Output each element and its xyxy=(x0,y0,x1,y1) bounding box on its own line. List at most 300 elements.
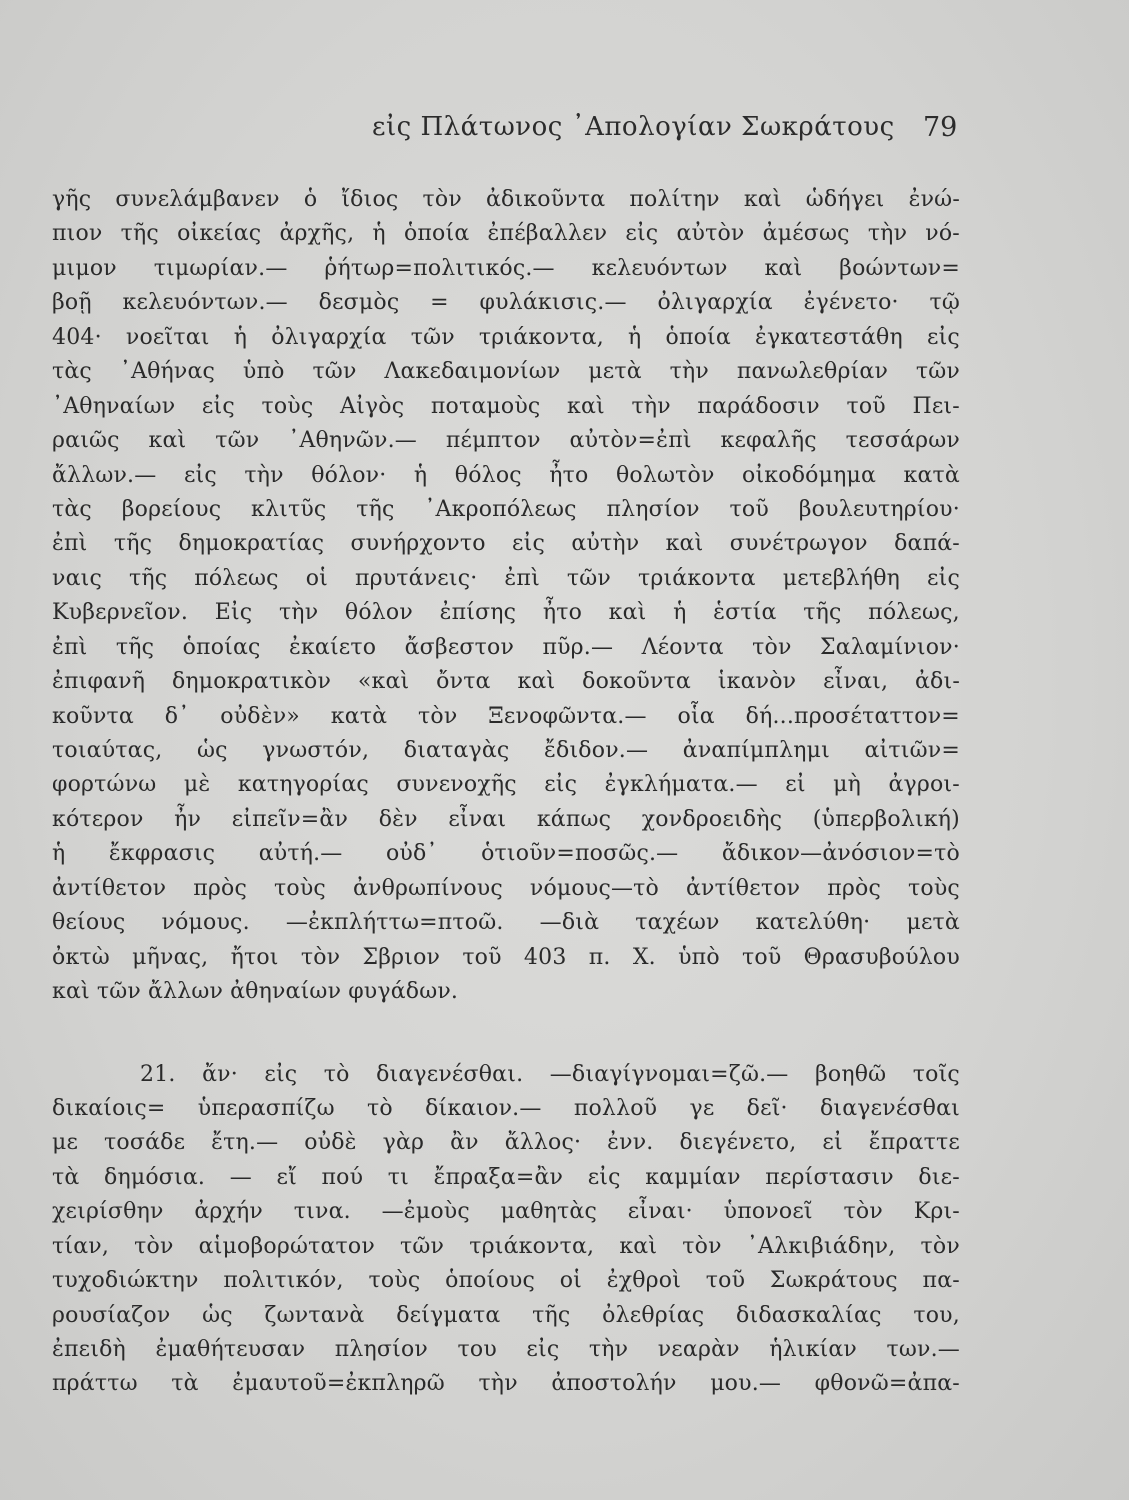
text-line xyxy=(52,527,960,561)
word: βοῇ xyxy=(52,290,92,316)
text-line xyxy=(52,355,960,389)
word: καμμίαν xyxy=(645,1164,741,1190)
word: ἦν xyxy=(174,806,202,832)
word: δείγματα xyxy=(396,1302,501,1328)
text-line xyxy=(52,217,960,251)
word: —ἐμοὺς xyxy=(381,1199,470,1225)
word: πόλεως xyxy=(194,565,279,591)
word: νό- xyxy=(925,221,960,247)
word: τὸν xyxy=(920,1233,960,1259)
word: πανωλεθρίαν xyxy=(736,359,889,385)
word: ὁποίας xyxy=(182,634,261,660)
word: εἰς xyxy=(927,565,960,591)
word: Θρασυβούλου xyxy=(803,944,960,970)
text-line xyxy=(52,906,960,940)
word: ἀναπίμπλημι xyxy=(682,738,830,763)
word: θόλον· xyxy=(311,462,387,488)
word: διεγένετο, xyxy=(679,1130,797,1156)
word: οὐδ᾿ xyxy=(385,841,438,867)
word: ἐπειδὴ xyxy=(52,1337,126,1362)
word: ἀδικοῦντα xyxy=(485,187,606,212)
word: οἱ xyxy=(559,1268,582,1294)
word: διαταγὰς xyxy=(403,738,510,763)
word: αἰτιῶν= xyxy=(864,738,960,763)
word: γὰρ xyxy=(382,1130,425,1156)
word: τὸν xyxy=(752,634,792,660)
word: βορείους xyxy=(121,496,222,522)
word: ἐνν. xyxy=(607,1130,654,1156)
word: τῆς xyxy=(115,634,155,660)
word: οἱ xyxy=(305,565,328,591)
word: δημοκρατίας xyxy=(178,531,325,557)
word: τοσάδε xyxy=(104,1130,186,1156)
word: —διαγίγνομαι=ζῶ.— xyxy=(549,1061,789,1087)
word: τὴν xyxy=(278,600,319,626)
word: τοῦ xyxy=(742,944,782,970)
text-line xyxy=(52,1264,960,1298)
word: καὶ xyxy=(619,1233,658,1259)
word: πράττω xyxy=(52,1371,138,1397)
word: ἄδικον—ἀνόσιον=τὸ xyxy=(721,841,960,867)
word: τὸ xyxy=(323,1061,350,1087)
word: τῆς xyxy=(803,600,842,626)
word: ἐγένετο· xyxy=(803,290,899,316)
word: ἀνθρωπίνους xyxy=(352,875,503,901)
word: διαγενέσθαι. xyxy=(376,1061,524,1087)
word: δοκοῦντα xyxy=(582,669,691,695)
text-line xyxy=(52,390,960,424)
word: νόμους—τὸ xyxy=(529,875,659,901)
word: τὸν xyxy=(300,944,341,970)
text-line xyxy=(52,459,960,493)
word: ὀλεθρίας xyxy=(602,1302,705,1328)
text-line xyxy=(52,183,960,217)
word: Ξενοφῶντα.— xyxy=(488,703,647,729)
word: ὁτιοῦν=ποσῶς.— xyxy=(481,841,679,867)
word: κοῦντα xyxy=(52,703,134,729)
word: ἀρχῆς, xyxy=(279,221,355,247)
word: ἐνώ- xyxy=(908,187,960,212)
word: εἰπεῖν=ἂν xyxy=(231,806,349,832)
word: ἐμαυτοῦ=ἐκπληρῶ xyxy=(232,1371,445,1397)
word: εἴ xyxy=(276,1164,297,1190)
word: τίαν, xyxy=(52,1233,110,1259)
word: Κυβερνεῖον. xyxy=(52,600,189,626)
word: ρουσίαζον xyxy=(52,1302,171,1328)
word: ᾿Αθηνῶν.— xyxy=(288,428,417,454)
word: καὶ xyxy=(608,600,647,626)
word: αἱμοβορώτατον xyxy=(198,1233,375,1259)
word: ῥήτωρ=πολιτικός.— xyxy=(324,255,555,281)
text-line xyxy=(52,321,960,355)
word: ἄλλος· xyxy=(504,1130,582,1156)
running-title: εἰς Πλάτωνος ᾿Απολογίαν Σωκράτους xyxy=(372,112,895,142)
word: πῦρ.— xyxy=(542,634,614,660)
word: εἰς xyxy=(201,393,235,419)
word: καὶ xyxy=(743,187,782,212)
word: μετὰ xyxy=(588,359,642,385)
word: χειρίσθην xyxy=(52,1199,164,1225)
text-line xyxy=(52,872,960,906)
word: ᾿Αθηναίων xyxy=(52,393,176,419)
word: ἡ xyxy=(413,462,428,488)
word: τοῦ xyxy=(705,1268,746,1294)
word: πολλοῦ xyxy=(573,1095,658,1121)
word: κατὰ xyxy=(330,703,388,729)
word: συνέτρωγον xyxy=(729,531,868,557)
word: κάπως xyxy=(536,806,612,832)
word: βοώντων= xyxy=(839,255,960,281)
word: ἐχθροὶ xyxy=(606,1268,682,1294)
word: ἐπίσης xyxy=(439,600,517,626)
text-line xyxy=(52,1092,960,1126)
text-line xyxy=(52,1299,960,1333)
word: εἰς xyxy=(512,531,545,557)
word: (ὑπερβολική) xyxy=(812,806,960,832)
word: τῆς xyxy=(120,221,159,247)
word: διδασκαλίας xyxy=(736,1302,882,1328)
word: καὶ xyxy=(52,979,90,1005)
word: ἡ xyxy=(52,841,66,867)
word: — xyxy=(229,1164,252,1190)
word: δίκαιον.— xyxy=(425,1095,542,1121)
commentary-text xyxy=(52,183,960,1402)
word: ἔπραξα=ἂν xyxy=(433,1164,564,1190)
word: τῶν xyxy=(566,565,611,591)
word: κατὰ xyxy=(903,462,960,488)
word: ποταμοὺς xyxy=(430,393,541,419)
word: τοὺς xyxy=(368,1268,421,1294)
word: τοῦ xyxy=(729,496,769,522)
word: αὐτὸν=ἐπὶ xyxy=(569,428,692,454)
word: βουλευτηρίου· xyxy=(798,496,960,522)
word: εἰς xyxy=(526,1337,560,1362)
word: τοῖς xyxy=(912,1061,960,1087)
paragraph-gap xyxy=(52,1010,960,1058)
word: ὀλιγαρχία xyxy=(657,290,773,316)
word: ἔτη.— xyxy=(211,1130,279,1156)
word: δ᾿ xyxy=(164,703,190,729)
word: μῆνας, xyxy=(132,944,209,970)
word: ὑπονοεῖ xyxy=(723,1199,813,1225)
word: κελευόντων.— xyxy=(122,290,288,316)
text-line xyxy=(52,1230,960,1264)
word: νεαρὰν xyxy=(657,1337,740,1362)
word: τεσσάρων xyxy=(845,428,960,454)
word: πλησίον xyxy=(606,496,700,522)
word: πρυτάνεις· xyxy=(354,565,478,591)
word: παράδοσιν xyxy=(697,393,820,419)
word: ὁ xyxy=(303,187,318,212)
word: συνήρχοντο xyxy=(350,531,486,557)
word: ὡς xyxy=(202,1302,233,1328)
text-line xyxy=(52,252,960,286)
word: ἔδιδον.— xyxy=(544,738,649,763)
word: τῶν xyxy=(96,979,141,1005)
word: ἴδιος xyxy=(341,187,399,212)
word: τὸν xyxy=(682,1233,722,1259)
word: ᾿Ακροπόλεως xyxy=(424,496,577,522)
word: τῶν xyxy=(312,359,357,385)
word: τὸν xyxy=(422,187,462,212)
word: τῆς xyxy=(113,531,153,557)
word: Σαλαμίνιον· xyxy=(819,634,960,660)
word: ἄν· xyxy=(202,1061,238,1087)
word: κατηγορίας xyxy=(237,772,369,798)
word: τὸν xyxy=(134,1233,174,1259)
word: φυγάδων. xyxy=(348,979,459,1005)
word: οἰκοδόμημα xyxy=(742,462,877,488)
word: Σβριον xyxy=(362,944,441,970)
word: ἄλλων xyxy=(148,979,224,1005)
word: 404· xyxy=(52,324,102,350)
word: ἡ xyxy=(628,324,642,350)
word: ὡς xyxy=(197,738,228,763)
word: νόμους. xyxy=(161,910,250,936)
running-header xyxy=(0,112,1129,152)
word: κλιτῦς xyxy=(251,496,327,522)
word: ἑστία xyxy=(713,600,777,626)
word: ταχέων xyxy=(635,910,720,936)
word: ἀντίθετον xyxy=(685,875,801,901)
word: τοὺς xyxy=(261,393,314,419)
word: τὰς xyxy=(52,359,92,385)
word: ἀμέσως xyxy=(762,221,850,247)
word: ὑπὸ xyxy=(678,944,720,970)
word: φυλάκισις.— xyxy=(479,290,627,316)
word: τῆς xyxy=(356,496,395,522)
word: μου.— xyxy=(710,1371,782,1397)
word: θείους xyxy=(52,910,126,936)
word: εἰς xyxy=(587,1164,621,1190)
word: ἤτοι xyxy=(230,944,279,970)
word: τὴν xyxy=(867,221,908,247)
word: τριάκοντα, xyxy=(478,324,604,350)
text-line xyxy=(52,424,960,458)
word: ἐγκλήματα.— xyxy=(604,772,758,798)
word: οὐδὲν» xyxy=(220,703,300,729)
word: δή...προσέταττον= xyxy=(745,703,960,729)
word: τὸν xyxy=(843,1199,883,1225)
word: βοηθῶ xyxy=(814,1061,887,1087)
word: κελευόντων xyxy=(591,255,728,281)
word: ὑπὸ xyxy=(242,359,285,385)
text-line xyxy=(52,493,960,527)
word: ἱκανὸν xyxy=(717,669,797,695)
word: τῶν xyxy=(915,359,960,385)
word: τῆς xyxy=(532,1302,571,1328)
word: τὴν xyxy=(478,1371,518,1397)
word: ἄσβεστον xyxy=(404,634,515,660)
word: τριάκοντα, xyxy=(469,1233,595,1259)
word: ἐπιφανῆ xyxy=(52,669,146,695)
word: τριάκοντα xyxy=(637,565,756,591)
word: Αἰγὸς xyxy=(340,393,405,419)
word: ἦτο xyxy=(549,462,589,488)
word: εἰς xyxy=(183,462,217,488)
word: διε- xyxy=(918,1164,960,1190)
word: θολωτὸν xyxy=(615,462,715,488)
word: τῶν xyxy=(400,1233,445,1259)
word: πολίτην xyxy=(629,187,720,212)
word: τοῦ xyxy=(846,393,886,419)
word: ἐπὶ xyxy=(52,634,88,660)
word: αὐτή.— xyxy=(258,841,343,867)
word: ἀρχήν xyxy=(194,1199,264,1225)
text-line xyxy=(52,837,960,871)
word: «καὶ xyxy=(357,669,410,695)
word: με xyxy=(52,1130,79,1156)
word: τῆς xyxy=(128,565,168,591)
word: ἐμαθήτευσαν xyxy=(155,1337,306,1362)
word: ζωντανὰ xyxy=(264,1302,365,1328)
word: ἐπέβαλλεν xyxy=(487,221,608,247)
text-line xyxy=(52,596,960,630)
word: εἰς xyxy=(264,1061,298,1087)
word: ὑπερασπίζω xyxy=(197,1095,335,1121)
word: τῶν xyxy=(410,324,455,350)
word: ὁποία xyxy=(665,324,731,350)
word: συνενοχῆς xyxy=(396,772,517,798)
word: μὲ xyxy=(183,772,211,798)
word: τὰς xyxy=(52,496,92,522)
page-number: 79 xyxy=(923,112,958,143)
word: πού xyxy=(321,1164,364,1190)
word: τῶν xyxy=(215,428,260,454)
text-line xyxy=(52,941,960,975)
word: Λακεδαιμονίων xyxy=(384,359,561,385)
word: νοεῖται xyxy=(125,324,210,350)
word: ἐκαίετο xyxy=(288,634,377,660)
word: τοὺς xyxy=(274,875,326,901)
word: —διὰ xyxy=(539,910,600,936)
text-line xyxy=(52,734,960,768)
word: ὀλιγαρχία xyxy=(271,324,387,350)
word: εἶναι, xyxy=(823,669,889,695)
word: ἐγκατεστάθη xyxy=(755,324,903,350)
word: τοιαύτας, xyxy=(52,738,163,763)
word: πόλεως, xyxy=(868,600,960,626)
word: των.— xyxy=(886,1337,960,1362)
word: Σωκράτους xyxy=(769,1268,898,1294)
word: γε xyxy=(689,1095,715,1121)
word: εἶναι· xyxy=(627,1199,693,1225)
word: ραιῶς xyxy=(52,428,120,454)
word: τὰ xyxy=(52,1164,80,1190)
word: τὴν xyxy=(588,1337,629,1362)
word: εἶναι xyxy=(448,806,507,832)
word: τὰ xyxy=(171,1371,199,1397)
word: πρὸς xyxy=(827,875,882,901)
text-line xyxy=(52,1126,960,1160)
word: μὴ xyxy=(833,772,861,798)
text-line xyxy=(52,700,960,734)
word: ἀποστολήν xyxy=(551,1371,677,1397)
word: ἡ xyxy=(372,221,386,247)
word: εἰ xyxy=(822,1130,843,1156)
word: τὴν xyxy=(244,462,284,488)
word: 403 xyxy=(523,944,567,970)
word: δεῖ· xyxy=(746,1095,788,1121)
word: Κρι- xyxy=(913,1199,960,1225)
word: ἡλικίαν xyxy=(769,1337,857,1362)
word: κατελύθη· xyxy=(755,910,871,936)
word: ἡ xyxy=(673,600,687,626)
word: Πει- xyxy=(912,393,960,419)
word: τινα. xyxy=(293,1199,351,1225)
word: θόλον xyxy=(344,600,413,626)
text-line xyxy=(52,286,960,320)
text-line xyxy=(52,768,960,802)
word: ἂν xyxy=(450,1130,479,1156)
word: τοὺς xyxy=(908,875,960,901)
word: δὲν xyxy=(378,806,418,832)
word: εἰς xyxy=(926,324,960,350)
word: ἐπὶ xyxy=(504,565,540,591)
word: συνελάμβανεν xyxy=(115,187,280,212)
word: οὐδὲ xyxy=(304,1130,357,1156)
word: μετὰ xyxy=(906,910,960,936)
word: ἀγροι- xyxy=(888,772,960,798)
word: αὐτὴν xyxy=(571,531,640,557)
word: δικαίοις= xyxy=(52,1095,166,1121)
word: δεσμὸς xyxy=(318,290,400,316)
word: φορτώνω xyxy=(52,772,157,798)
word: θόλος xyxy=(454,462,522,488)
word: Εἰς xyxy=(214,600,253,626)
word: ἦτο xyxy=(542,600,583,626)
word: ὡδήγει xyxy=(805,187,885,212)
word: του xyxy=(457,1337,497,1362)
word: τῷ xyxy=(929,290,960,316)
text-line xyxy=(52,665,960,699)
word: τυχοδιώκτην xyxy=(52,1268,199,1294)
text-line xyxy=(52,803,960,837)
word: 21. xyxy=(140,1061,176,1087)
word: εἰς xyxy=(625,221,659,247)
word: δημοκρατικὸν xyxy=(171,669,332,695)
text-line xyxy=(52,562,960,596)
text-line xyxy=(52,1058,960,1092)
text-line xyxy=(52,1195,960,1229)
word: κότερον xyxy=(52,806,144,832)
word: πέμπτον xyxy=(445,428,541,454)
word: τὴν xyxy=(631,393,671,419)
word: ἔπραττε xyxy=(868,1130,960,1156)
text-line xyxy=(52,975,960,1009)
word: καὶ xyxy=(764,255,803,281)
word: διαγενέσθαι xyxy=(819,1095,960,1121)
word: Χ. xyxy=(632,944,656,970)
word: Λέοντα xyxy=(641,634,724,660)
word: ἐπὶ xyxy=(52,531,88,557)
word: καὶ xyxy=(517,669,556,695)
text-line xyxy=(52,1333,960,1367)
word: δημόσια. xyxy=(104,1164,206,1190)
text-line xyxy=(52,1367,960,1401)
word: καὶ xyxy=(567,393,605,419)
word: εἰς xyxy=(544,772,578,798)
word: οἰκείας xyxy=(177,221,262,247)
word: γνωστόν, xyxy=(262,738,370,763)
word: = xyxy=(430,290,449,316)
word: μαθητὰς xyxy=(500,1199,597,1225)
word: ἀθηναίων xyxy=(230,979,342,1005)
word: τι xyxy=(387,1164,409,1190)
word: καὶ xyxy=(148,428,187,454)
word: εἰ xyxy=(785,772,806,798)
word: πλησίον xyxy=(334,1337,428,1362)
